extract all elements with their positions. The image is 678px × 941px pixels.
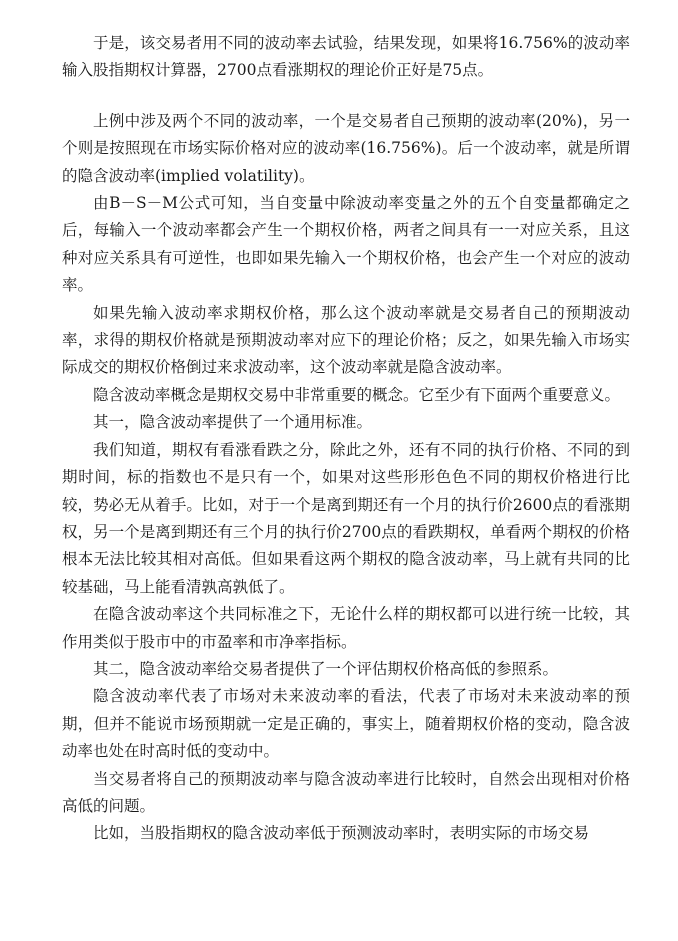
document-page bbox=[62, 30, 630, 848]
paragraph-3: 由B－S－M公式可知，当自变量中除波动率变量之外的五个自变量都确定之后，每输入一个波动率都会产生一个期权价格，两者之间具有一一对应关系，且这种对应关系具有可逆性，也即如果先输入一个期权价格，也会产生一个对应的波动率。 bbox=[62, 194, 630, 295]
paragraph-12: 比如，当股指期权的隐含波动率低于预测波动率时，表明实际的市场交易 bbox=[93, 824, 590, 843]
paragraph-11: 当交易者将自己的预期波动率与隐含波动率进行比较时，自然会出现相对价格高低的问题。 bbox=[62, 769, 630, 815]
paragraph-7: 我们知道，期权有看涨看跌之分，除此之外，还有不同的执行价格、不同的到期时间，标的指数也不是只有一个，如果对这些形形色色不同的期权价格进行比较，势必无从着手。比如，对于一个是离到期还有一个月的执行价2600点的看涨期权，另一个是离到期还有三个月的执行价2700点的看跌期权，单看两个期权的价格根本无法比较其相对高低。但如果看这两个期权的隐含波动率，马上就有共同的比较基础，马上能看清孰高孰低了。 bbox=[62, 440, 630, 596]
paragraph-6: 其一，隐含波动率提供了一个通用标准。 bbox=[93, 413, 373, 432]
paragraph-5: 隐含波动率概念是期权交易中非常重要的概念。它至少有下面两个重要意义。 bbox=[93, 385, 621, 404]
paragraph-1: 于是，该交易者用不同的波动率去试验，结果发现，如果将16.756%的波动率输入股指期权计算器，2700点看涨期权的理论价正好是75点。 bbox=[62, 34, 630, 80]
paragraph-8: 在隐含波动率这个共同标准之下，无论什么样的期权都可以进行统一比较，其作用类似于股市中的市盈率和市净率指标。 bbox=[62, 605, 630, 651]
paragraph-4: 如果先输入波动率求期权价格，那么这个波动率就是交易者自己的预期波动率，求得的期权价格就是预期波动率对应下的理论价格；反之，如果先输入市场实际成交的期权价格倒过来求波动率，这个波动率就是隐含波动率。 bbox=[62, 303, 630, 377]
paragraph-9: 其二，隐含波动率给交易者提供了一个评估期权价格高低的参照系。 bbox=[93, 659, 559, 678]
paragraph-10: 隐含波动率代表了市场对未来波动率的看法，代表了市场对未来波动率的预期，但并不能说市场预期就一定是正确的，事实上，随着期权价格的变动，隐含波动率也处在时高时低的变动中。 bbox=[62, 687, 630, 761]
paragraph-2: 上例中涉及两个不同的波动率，一个是交易者自己预期的波动率(20%)，另一个则是按照现在市场实际价格对应的波动率(16.756%)。后一个波动率，就是所谓的隐含波动率(implied volatility)。 bbox=[62, 111, 630, 185]
